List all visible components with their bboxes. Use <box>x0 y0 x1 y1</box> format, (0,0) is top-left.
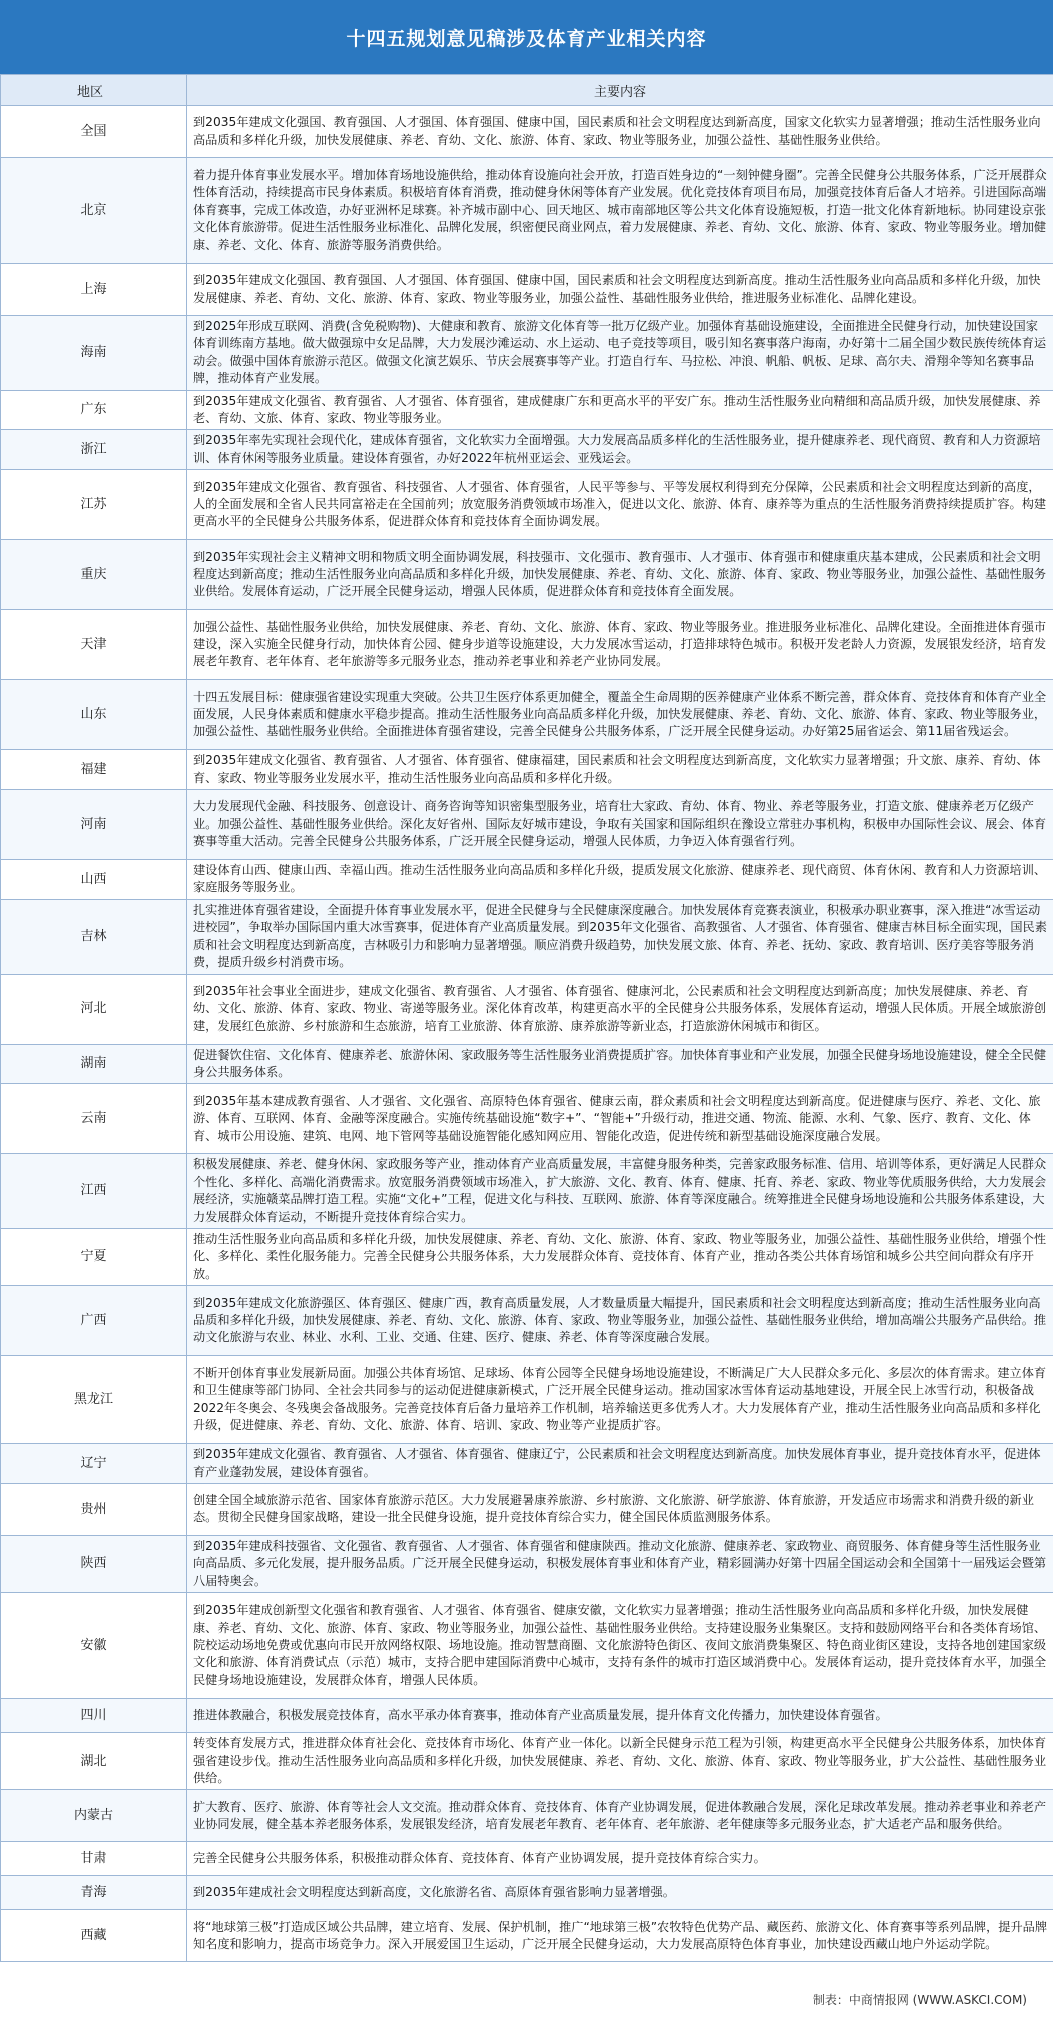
content-cell: 转变体育发展方式，推进群众体育社会化、竞技体育市场化、体育产业一体化。以新全民健身示范工程为引领，构建更高水平全民健身公共服务体系，加快体育强省建设步伐。推动生活性服务业向高品质和多样化升级，加快发展健康、养老、育幼、文化、旅游、体育、家政、物业等服务业，扩大公益性、基础性服务业供给。 <box>187 1733 1053 1790</box>
content-cell: 积极发展健康、养老、健身休闲、家政服务等产业，推动体育产业高质量发展，丰富健身服务种类，完善家政服务标准、信用、培训等体系，更好满足人民群众个性化、多样化、高端化消费需求。放宽服务消费领域市场准入，扩大旅游、文化、教育、体育、健康、托育、养老、家政、物业等优质服务供给，大力发展会展经济，实施赣菜品牌打造工程。实施“文化+”工程，促进文化与科技、互联网、旅游、体育等深度融合。统筹推进全民健身场地设施和公共服务体系建设，大力发展群众体育运动，不断提升竞技体育综合实力。 <box>187 1154 1053 1229</box>
table-row <box>1 1790 1053 1842</box>
region-cell: 贵州 <box>1 1483 187 1535</box>
content-cell: 到2035年率先实现社会现代化，建成体育强省，文化软实力全面增强。大力发展高品质多样化的生活性服务业，提升健康养老、现代商贸、教育和人力资源培训、体育休闲等服务业质量。建设体育强省，办好2022年杭州亚运会、亚残运会。 <box>187 430 1053 470</box>
region-cell: 浙江 <box>1 430 187 470</box>
table-row <box>1 540 1053 610</box>
region-cell: 江苏 <box>1 470 187 540</box>
table-row <box>1 1699 1053 1733</box>
content-cell: 完善全民健身公共服务体系，积极推动群众体育、竞技体育、体育产业协调发展，提升竞技体育综合实力。 <box>187 1842 1053 1876</box>
content-cell: 扩大教育、医疗、旅游、体育等社会人文交流。推动群众体育、竞技体育、体育产业协调发展，促进体教融合发展，深化足球改革发展。推动养老事业和养老产业协同发展，健全基本养老服务体系，发展银发经济，培育发展老年教育、老年体育、老年旅游、老年健康等多元服务业态，扩大适老产品和服务供给。 <box>187 1790 1053 1842</box>
content-cell: 将“地球第三极”打造成区域公共品牌，建立培育、发展、保护机制，推广“地球第三极”农牧特色优势产品、藏医药、旅游文化、体育赛事等系列品牌，提升品牌知名度和影响力，提高市场竞争力。深入开展爱国卫生运动，广泛开展全民健身运动，大力发展高原特色体育事业，加快建设西藏山地户外运动学院。 <box>187 1910 1053 1962</box>
region-cell: 四川 <box>1 1699 187 1733</box>
region-cell: 西藏 <box>1 1910 187 1962</box>
region-cell: 江西 <box>1 1154 187 1229</box>
content-cell: 着力提升体育事业发展水平。增加体育场地设施供给，推动体育设施向社会开放，打造百姓身边的“一刻钟健身圈”。完善全民健身公共服务体系，广泛开展群众性体育活动，持续提高市民身体素质。积极培育体育消费，推动健身休闲等体育产业发展。优化竞技体育项目布局，加强竞技体育后备人才培养。引进国际高端体育赛事，完成工体改造，办好亚洲杯足球赛。补齐城市副中心、回天地区、城市南部地区等公共文化体育设施短板，打造一批文化体育新地标。协同建设京张文化体育旅游带。促进生活性服务业标准化、品牌化发展，织密便民商业网点，着力发展健康、养老、育幼、文化、旅游、体育、家政、物业等服务业。增加健康、养老、文化、体育、旅游等服务消费供给。 <box>187 158 1053 264</box>
source-footer: 制表：中商情报网 (WWW.ASKCI.COM) <box>812 1993 1027 2007</box>
table-row <box>1 316 1053 391</box>
region-cell: 福建 <box>1 750 187 790</box>
table-row <box>1 1535 1053 1592</box>
table-header-row <box>1 75 1053 106</box>
content-cell: 创建全国全域旅游示范省、国家体育旅游示范区。大力发展避暑康养旅游、乡村旅游、文化旅游、研学旅游、体育旅游，开发适应市场需求和消费升级的新业态。贯彻全民健身国家战略，建设一批全民健身设施，提升竞技体育综合实力，健全国民体质监测服务体系。 <box>187 1483 1053 1535</box>
table-row <box>1 680 1053 750</box>
table-row <box>1 1910 1053 1962</box>
table-row <box>1 1842 1053 1876</box>
table-row <box>1 1286 1053 1356</box>
table-row <box>1 974 1053 1044</box>
region-cell: 全国 <box>1 106 187 158</box>
content-cell: 十四五发展目标：健康强省建设实现重大突破。公共卫生医疗体系更加健全，覆盖全生命周期的医养健康产业体系不断完善，群众体育、竞技体育和体育产业全面发展，人民身体素质和健康水平稳步提高。推动生活性服务业向高品质多样化升级，加快发展健康、养老、育幼、文化、旅游、体育、家政、物业等服务业，加强公益性、基础性服务业供给。全面推进体育强省建设，完善全民健身公共服务体系，广泛开展全民健身运动。办好第25届省运会、第11届省残运会。 <box>187 680 1053 750</box>
region-cell: 湖南 <box>1 1044 187 1084</box>
region-cell: 安徽 <box>1 1593 187 1699</box>
region-cell: 湖北 <box>1 1733 187 1790</box>
region-cell: 重庆 <box>1 540 187 610</box>
table-body <box>1 106 1053 1962</box>
region-cell: 青海 <box>1 1876 187 1910</box>
table-row <box>1 610 1053 680</box>
content-cell: 到2035年建成文化强省、教育强省、科技强省、人才强省、体育强省，人民平等参与、平等发展权利得到充分保障，公民素质和社会文明程度达到新的高度，人的全面发展和全省人民共同富裕走在全国前列；放宽服务消费领域市场准入，促进以文化、旅游、体育、康养等为重点的生活性服务消费持续提质扩容。构建更高水平的全民健身公共服务体系，促进群众体育和竞技体育全面协调发展。 <box>187 470 1053 540</box>
content-cell: 促进餐饮住宿、文化体育、健康养老、旅游休闲、家政服务等生活性服务业消费提质扩容。加快体育事业和产业发展，加强全民健身场地设施建设，健全全民健身公共服务体系。 <box>187 1044 1053 1084</box>
content-cell: 推进体教融合，积极发展竞技体育，高水平承办体育赛事，推动体育产业高质量发展，提升体育文化传播力，加快建设体育强省。 <box>187 1699 1053 1733</box>
region-cell: 山西 <box>1 860 187 900</box>
table-row <box>1 1228 1053 1285</box>
content-cell: 到2035年社会事业全面进步，建成文化强省、教育强省、人才强省、体育强省、健康河北，公民素质和社会文明程度达到新高度；加快发展健康、养老、育幼、文化、旅游、体育、家政、物业、寄递等服务业。深化体育改革，构建更高水平的全民健身公共服务体系，发展体育运动，增强人民体质。开展全域旅游创建，发展红色旅游、乡村旅游和生态旅游，培育工业旅游、体育旅游、康养旅游等新业态，打造旅游休闲城市和街区。 <box>187 974 1053 1044</box>
table-row <box>1 1876 1053 1910</box>
region-cell: 山东 <box>1 680 187 750</box>
region-cell: 辽宁 <box>1 1444 187 1484</box>
table-row <box>1 470 1053 540</box>
region-cell: 吉林 <box>1 899 187 974</box>
content-cell: 建设体育山西、健康山西、幸福山西。推动生活性服务业向高品质和多样化升级，提质发展文化旅游、健康养老、现代商贸、体育休闲、教育和人力资源培训、家庭服务等服务业。 <box>187 860 1053 900</box>
table-row <box>1 1593 1053 1699</box>
content-cell: 到2035年建成社会文明程度达到新高度，文化旅游名省、高原体育强省影响力显著增强。 <box>187 1876 1053 1910</box>
region-cell: 海南 <box>1 316 187 391</box>
table-row <box>1 1084 1053 1154</box>
table-row <box>1 1444 1053 1484</box>
content-cell: 扎实推进体育强省建设，全面提升体育事业发展水平，促进全民健身与全民健康深度融合。加快发展体育竞赛表演业，积极承办职业赛事，深入推进“冰雪运动进校园”，争取举办国际国内重大冰雪赛事，促进体育产业高质量发展。到2035年文化强省、高教强省、人才强省、体育强省、健康吉林目标全面实现，国民素质和社会文明程度达到新高度，吉林吸引力和影响力显著增强。顺应消费升级趋势，加快发展文旅、体育、养老、抚幼、家政、教育培训、医疗美容等服务消费，提质升级乡村消费市场。 <box>187 899 1053 974</box>
region-cell: 云南 <box>1 1084 187 1154</box>
region-cell: 广西 <box>1 1286 187 1356</box>
content-cell: 加强公益性、基础性服务业供给，加快发展健康、养老、育幼、文化、旅游、体育、家政、物业等服务业。推进服务业标准化、品牌化建设。全面推进体育强市建设，深入实施全民健身行动，加快体育公园、健身步道等设施建设，大力发展冰雪运动，打造排球特色城市。积极开发老龄人力资源，发展银发经济，培育发展老年教育、老年体育、老年旅游等多元服务业态，推动养老事业和养老产业协同发展。 <box>187 610 1053 680</box>
region-cell: 内蒙古 <box>1 1790 187 1842</box>
region-cell: 黑龙江 <box>1 1356 187 1444</box>
table-row <box>1 1154 1053 1229</box>
region-cell: 广东 <box>1 390 187 430</box>
content-cell: 不断开创体育事业发展新局面。加强公共体育场馆、足球场、体育公园等全民健身场地设施建设，不断满足广大人民群众多元化、多层次的体育需求。建立体育和卫生健康等部门协同、全社会共同参与的运动促进健康新模式，广泛开展全民健身运动。推动国家冰雪体育运动基地建设，开展全民上冰雪行动，积极备战2022年冬奥会、冬残奥会备战服务。完善竞技体育后备力量培养工作机制，培养输送更多优秀人才。大力发展体育产业，推动生活性服务业向高品质和多样化升级，促进健康、养老、育幼、文化、旅游、体育、培训、家政、物业等产业提质扩容。 <box>187 1356 1053 1444</box>
table-row <box>1 750 1053 790</box>
table-row <box>1 390 1053 430</box>
table-row <box>1 1356 1053 1444</box>
content-cell: 大力发展现代金融、科技服务、创意设计、商务咨询等知识密集型服务业，培育壮大家政、育幼、体育、物业、养老等服务业，打造文旅、健康养老万亿级产业。加强公益性、基础性服务业供给。深化友好省州、国际友好城市建设，争取有关国家和国际组织在豫设立常驻办事机构，积极申办国际性会议、展会、体育赛事等重大活动。完善全民健身公共服务体系，广泛开展全民健身运动，增强人民体质，力争迈入体育强省行列。 <box>187 790 1053 860</box>
region-cell: 甘肃 <box>1 1842 187 1876</box>
content-cell: 到2035年建成文化强国、教育强国、人才强国、体育强国、健康中国，国民素质和社会文明程度达到新高度，国家文化软实力显著增强；推动生活性服务业向高品质和多样化升级，加快发展健康、养老、育幼、文化、旅游、体育、家政、物业等服务业，加强公益性、基础性服务业供给。 <box>187 106 1053 158</box>
content-cell: 到2035年建成文化强国、教育强国、人才强国、体育强国、健康中国，国民素质和社会文明程度达到新高度。推动生活性服务业向高品质和多样化升级，加快发展健康、养老、育幼、文化、旅游、体育、家政、物业等服务业，加强公益性、基础性服务业供给，推进服务业标准化、品牌化建设。 <box>187 264 1053 316</box>
table-row <box>1 1733 1053 1790</box>
region-cell: 陕西 <box>1 1535 187 1592</box>
column-header-content: 主要内容 <box>187 75 1053 106</box>
region-cell: 河南 <box>1 790 187 860</box>
content-cell: 到2035年建成文化强省、教育强省、人才强省、体育强省、健康辽宁，公民素质和社会文明程度达到新高度。加快发展体育事业，提升竞技体育水平，促进体育产业蓬勃发展，建设体育强省。 <box>187 1444 1053 1484</box>
content-cell: 到2035年建成文化强省、教育强省、人才强省、体育强省，建成健康广东和更高水平的平安广东。推动生活性服务业向精细和高品质升级，加快发展健康、养老、育幼、文旅、体育、家政、物业等服务业。 <box>187 390 1053 430</box>
region-cell: 宁夏 <box>1 1228 187 1285</box>
table-row <box>1 264 1053 316</box>
content-cell: 到2035年建成文化强省、教育强省、人才强省、体育强省、健康福建，国民素质和社会文明程度达到新高度，文化软实力显著增强；升文旅、康养、育幼、体育、家政、物业等服务业发展水平，推动生活性服务业向高品质和多样化升级。 <box>187 750 1053 790</box>
title-bar <box>0 0 1053 74</box>
content-cell: 推动生活性服务业向高品质和多样化升级，加快发展健康、养老、育幼、文化、旅游、体育、家政、物业等服务业，加强公益性、基础性服务业供给，增强个性化、多样化、柔性化服务能力。完善全民健身公共服务体系，大力发展群众体育、竞技体育、体育产业，推动各类公共体育场馆和城乡公共空间向群众有序开放。 <box>187 1228 1053 1285</box>
region-cell: 北京 <box>1 158 187 264</box>
table-row <box>1 1044 1053 1084</box>
content-cell: 到2025年形成互联网、消费(含免税购物)、大健康和教育、旅游文化体育等一批万亿级产业。加强体育基础设施建设，全面推进全民健身行动，加快建设国家体育训练南方基地。做大做强琼中女足品牌，大力发展沙滩运动、水上运动、电子竞技等项目，吸引知名赛事落户海南，办好第十二届全国少数民族传统体育运动会。做强中国体育旅游示范区。做强文化演艺娱乐、节庆会展赛事等产业。打造自行车、马拉松、冲浪、帆船、帆板、足球、高尔夫、滑翔伞等知名赛事品牌，推动体育产业发展。 <box>187 316 1053 391</box>
table-row <box>1 860 1053 900</box>
content-cell: 到2035年基本建成教育强省、人才强省、文化强省、高原特色体育强省、健康云南，群众素质和社会文明程度达到新高度。促进健康与医疗、养老、文化、旅游、体育、互联网、体育、金融等深度融合。实施传统基础设施“数字+”、“智能+”升级行动，推进交通、物流、能源、水利、气象、医疗、教育、文化、体育、城市公用设施、建筑、电网、地下管网等基础设施智能化感知网应用、智能化改造，促进传统和新型基础设施深度融合发展。 <box>187 1084 1053 1154</box>
content-cell: 到2035年建成创新型文化强省和教育强省、人才强省、体育强省、健康安徽，文化软实力显著增强；推动生活性服务业向高品质和多样化升级，加快发展健康、养老、育幼、文化、旅游、体育、家政、物业等服务业，加强公益性、基础性服务业供给。支持建设服务业集聚区。支持和鼓励网络平台和各类体育场馆、院校运动场地免费或优惠向市民开放网络权限、场地设施。推动智慧商圈、文化旅游特色街区、夜间文旅消费集聚区、特色商业街区建设，支持各地创建国家级文化和旅游、体育消费试点（示范）城市，支持合肥申建国际消费中心城市，支持有条件的城市打造区域消费中心。发展体育运动，提升竞技体育水平，加强全民健身场地设施建设，发展群众体育，增强人民体质。 <box>187 1593 1053 1699</box>
region-cell: 河北 <box>1 974 187 1044</box>
table-row <box>1 790 1053 860</box>
page-title: 十四五规划意见稿涉及体育产业相关内容 <box>346 27 707 50</box>
region-cell: 天津 <box>1 610 187 680</box>
content-cell: 到2035年建成科技强省、文化强省、教育强省、人才强省、体育强省和健康陕西。推动文化旅游、健康养老、家政物业、商贸服务、体育健身等生活性服务业向高品质、多元化发展，提升服务品质。广泛开展全民健身运动，积极发展体育事业和体育产业，精彩圆满办好第十四届全国运动会和全国第十一届残运会暨第八届特奥会。 <box>187 1535 1053 1592</box>
table-row <box>1 106 1053 158</box>
table-row <box>1 430 1053 470</box>
content-cell: 到2035年实现社会主义精神文明和物质文明全面协调发展，科技强市、文化强市、教育强市、人才强市、体育强市和健康重庆基本建成，公民素质和社会文明程度达到新高度；推动生活性服务业向高品质和多样化升级，加快发展健康、养老、育幼、文化、旅游、体育、家政、物业等服务业，加强公益性、基础性服务业供给。发展体育运动，广泛开展全民健身运动，增强人民体质，促进群众体育和竞技体育全面发展。 <box>187 540 1053 610</box>
table-row <box>1 899 1053 974</box>
content-table <box>0 74 1053 1962</box>
table-row <box>1 1483 1053 1535</box>
table-row <box>1 158 1053 264</box>
column-header-region: 地区 <box>1 75 187 106</box>
content-cell: 到2035年建成文化旅游强区、体育强区、健康广西，教育高质量发展，人才数量质量大幅提升，国民素质和社会文明程度达到新高度；推动生活性服务业向高品质和多样化升级，加快发展健康、养老、育幼、文化、旅游、体育、家政、物业等服务业，加强公益性、基础性服务业供给，增加高端公共服务产品供给。推动文化旅游与农业、林业、水利、工业、交通、住建、医疗、健康、养老、体育等深度融合发展。 <box>187 1286 1053 1356</box>
region-cell: 上海 <box>1 264 187 316</box>
